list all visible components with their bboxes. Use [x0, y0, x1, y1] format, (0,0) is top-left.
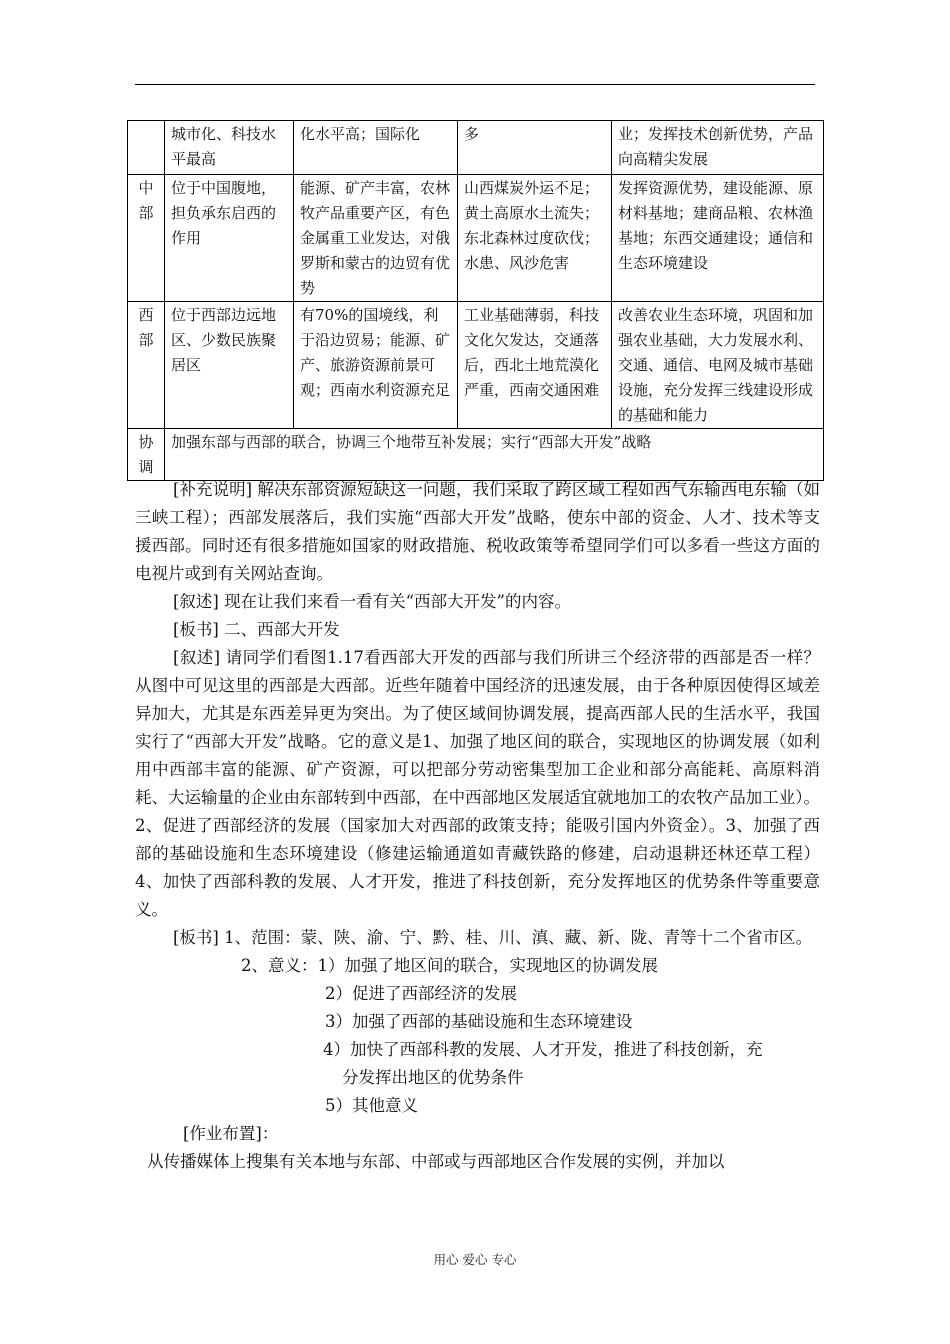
strategy-cell: 业；发挥技术创新优势，产品向高精尖发展 [612, 121, 824, 175]
table-row [128, 121, 824, 175]
supplement-paragraph: [补充说明] 解决东部资源短缺这一问题，我们采取了跨区域工程如西气东输西电东输（如三峡工程）；西部发展落后，我们实施“西部大开发”战略，使东中部的资金、人才、技术等支援西部。同时还有很多措施如国家的财政措施、税收政策等希望同学们可以多看一些这方面的电视片或到有关网站查询。 [135, 480, 820, 583]
homework-heading: [作业布置]： [183, 1124, 279, 1143]
meaning-item: 4）加快了西部科教的发展、人才开发，推进了科技创新，充 [323, 1040, 763, 1059]
meaning-item: 3）加强了西部的基础设施和生态环境建设 [325, 1012, 633, 1031]
meaning-item-continued: 分发挥出地区的优势条件 [342, 1068, 524, 1087]
location-cell: 位于西部边远地区、少数民族聚居区 [165, 302, 294, 429]
board-heading: [板书] 二、西部大开发 [173, 620, 340, 639]
table-row [128, 302, 824, 429]
location-cell: 城市化、科技水平最高 [165, 121, 294, 175]
table-row [128, 429, 824, 481]
table-row [128, 175, 824, 302]
location-cell: 位于中国腹地，担负承东启西的作用 [165, 175, 294, 302]
narration-paragraph: [叙述] 现在让我们来看一看有关“西部大开发”的内容。 [173, 592, 571, 611]
meaning-item: 5）其他意义 [325, 1096, 418, 1115]
advantages-cell: 有70%的国境线，利于沿边贸易；能源、矿产、旅游资源前景可观；西南水利资源充足 [294, 302, 458, 429]
advantages-cell: 能源、矿产丰富，农林牧产品重要产区，有色金属重工业发达，对俄罗斯和蒙古的边贸有优势 [294, 175, 458, 302]
coordination-cell: 加强东部与西部的联合，协调三个地带互补发展；实行“西部大开发”战略 [165, 429, 824, 481]
region-cell [128, 121, 165, 175]
strategy-cell: 发挥资源优势，建设能源、原材料基地；建商品粮、农林渔基地；东西交通建设；通信和生态环境建设 [612, 175, 824, 302]
advantages-cell: 化水平高；国际化 [294, 121, 458, 175]
strategy-cell: 改善农业生态环境，巩固和加强农业基础，大力发展水利、交通、通信、电网及城市基础设施，充分发挥三线建设形成的基础和能力 [612, 302, 824, 429]
meaning-item: 2）促进了西部经济的发展 [325, 984, 517, 1003]
header-rule [135, 84, 815, 85]
problems-cell: 山西煤炭外运不足；黄土高原水土流失；东北森林过度砍伐；水患、风沙危害 [458, 175, 612, 302]
region-cell: 协调 [128, 429, 165, 481]
economic-zones-table [127, 120, 824, 481]
problems-cell: 工业基础薄弱，科技文化欠发达，交通落后，西北土地荒漠化严重，西南交通困难 [458, 302, 612, 429]
page-footer: 用心 爱心 专心 [433, 1252, 517, 1267]
problems-cell: 多 [458, 121, 612, 175]
region-cell: 中部 [128, 175, 165, 302]
board-meaning: 2、意义：1）加强了地区间的联合，实现地区的协调发展 [241, 956, 658, 975]
lesson-text [135, 476, 820, 1176]
board-scope: [板书] 1、范围：蒙、陕、渝、宁、黔、桂、川、滇、藏、新、陇、青等十二个省市区。 [173, 928, 813, 947]
region-cell: 西部 [128, 302, 165, 429]
narration-paragraph: [叙述] 请同学们看图1.17看西部大开发的西部与我们所讲三个经济带的西部是否一样？从图中可见这里的西部是大西部。近些年随着中国经济的迅速发展，由于各种原因使得区域差异加大，尤其是东西差异更为突出。为了使区域间协调发展，提高西部人民的生活水平，我国实行了“西部大开发”战略。它的意义是1、加强了地区间的联合，实现地区的协调发展（如利用中西部丰富的能源、矿产资源，可以把部分劳动密集型加工企业和部分高能耗、高原料消耗、大运输量的企业由东部转到中西部，在中西部地区发展适宜就地加工的农牧产品加工业）。2、促进了西部经济的发展（国家加大对西部的政策支持；能吸引国内外资金）。3、加强了西部的基础设施和生态环境建设（修建运输通道如青藏铁路的修建，启动退耕还林还草工程）4、加快了西部科教的发展、人才开发，推进了科技创新，充分发挥地区的优势条件等重要意义。 [135, 648, 820, 919]
homework-text: 从传播媒体上搜集有关本地与东部、中部或与西部地区合作发展的实例，并加以 [147, 1152, 725, 1171]
